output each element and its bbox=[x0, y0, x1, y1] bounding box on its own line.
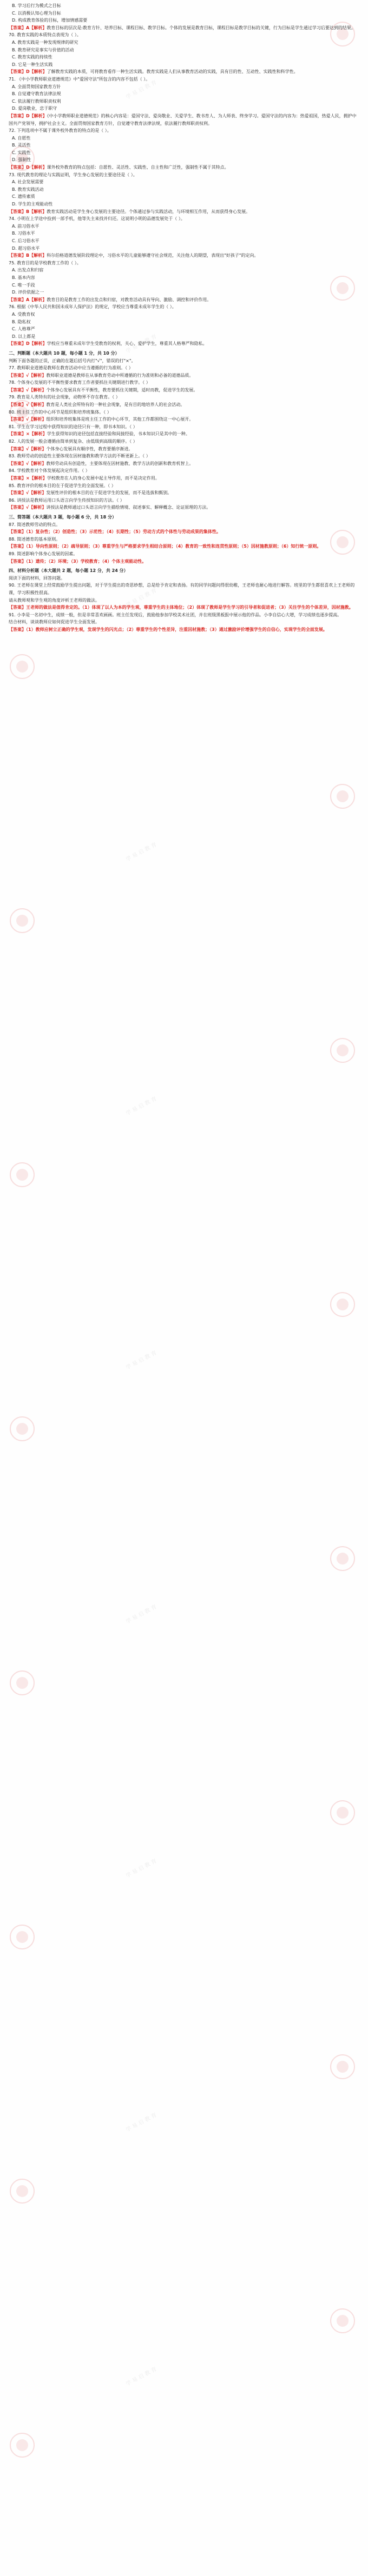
answer-option: D. 强制性 bbox=[12, 157, 31, 163]
watermark-seal-icon bbox=[330, 2308, 355, 2333]
answer-explanation: 【答案】D【解析】课外校外教育的特点包括：自愿性、灵活性、实践性、自主性和广泛性，强制性不属于其特点。 bbox=[9, 165, 229, 170]
answer-option: C. 教育实践的持续性 bbox=[12, 55, 52, 60]
answer-option: D. 以上都是 bbox=[12, 334, 36, 339]
answer-option: C. 遗传素质 bbox=[12, 194, 35, 199]
answer-option: D. 爱岗敬业，忠于职守 bbox=[12, 106, 57, 111]
document-body bbox=[9, 2, 359, 633]
answer-explanation bbox=[9, 543, 359, 550]
watermark-seal-icon bbox=[330, 1038, 355, 1063]
question-stem: 70. 教育实践的本质特点表现为（ ）。 bbox=[9, 32, 81, 38]
answer-tag: 【答案】× bbox=[9, 431, 30, 437]
answer-tag: 【答案】A bbox=[9, 25, 30, 30]
analysis-tag: 【解析】 bbox=[29, 69, 47, 75]
answer-explanation: 【答案】×【解析】学生获得知识的途径包括直接经验和间接经验，书本知识只是其中的一种。 bbox=[9, 431, 190, 437]
watermark-text: 学 易 启 教 育 bbox=[124, 1349, 158, 1372]
answer-option: A. 受教育权 bbox=[12, 311, 35, 317]
answer-tag: 【答案】D bbox=[9, 341, 30, 347]
answer-option: C. 以消极认知心理为目标 bbox=[12, 10, 61, 16]
watermark-seal-icon bbox=[10, 1925, 35, 1949]
watermark-text: 学 易 启 教 育 bbox=[124, 2112, 158, 2134]
answer-explanation bbox=[9, 558, 359, 565]
answer-explanation: 90. 王老师在课堂上经常鼓励学生提出问题，对于学生提出的奇思妙想，总是给予肯定和表扬。有的同学问题问得很幼稚，王老师也耐心地进行解答。班里的学生都很喜欢上王老师的课，学习积极性很高。 bbox=[9, 583, 355, 595]
section-heading: 三、简答题（本大题共 3 题，每小题 6 分，共 18 分） bbox=[9, 514, 116, 520]
question-stem: 判断下面各题的正误，正确的在题后括号内打"√"，错误的打"×"。 bbox=[9, 358, 136, 363]
answer-tag: 【答案】B bbox=[9, 209, 30, 214]
watermark-seal-icon bbox=[10, 908, 35, 933]
analysis-tag: 【解析】 bbox=[29, 113, 47, 118]
answer-option: A. 全面贯彻国家教育方针 bbox=[12, 84, 61, 89]
answer-option: D. 它是一种生活实践 bbox=[12, 62, 53, 67]
watermark-seal-icon bbox=[330, 2054, 355, 2079]
answer-option: B. 学习后行为模式之目标 bbox=[12, 3, 61, 8]
watermark-text: 学 易 启 教 育 bbox=[124, 587, 158, 609]
answer-option: C. 唯一手段 bbox=[12, 282, 35, 288]
question-stem: 结合材料，谈谈教师应如何促进学生全面发展。 bbox=[9, 620, 100, 625]
answer-option: B. 自觉遵守教育法律法规 bbox=[12, 91, 61, 97]
answer-tag: 【答案】A bbox=[9, 297, 30, 302]
answer-explanation bbox=[9, 626, 359, 634]
answer-option: D. 学生的主观能动性 bbox=[12, 202, 53, 207]
answer-tag: 【答案】（1）导向性原则；（2）疏导原则；（3）尊重学生与严格要求学生相结合原则；（4）教育的一致性和连贯性原则；（5）因材施教原则；（6）知行统一原则。 bbox=[9, 544, 321, 549]
answer-option: C. 依法履行教师职责权利 bbox=[12, 98, 61, 104]
answer-explanation: 【答案】√【解析】教师劳动具有创造性，主要体现在因材施教、教学方法的创新和教育机智上。 bbox=[9, 461, 194, 466]
watermark-text: 学 易 启 教 育 bbox=[124, 2366, 158, 2388]
watermark-seal-icon bbox=[10, 654, 35, 679]
question-stem: 78. 个体身心发展的不平衡性要求教育工作者要抓住关键期进行教学。（ ） bbox=[9, 380, 150, 385]
question-stem: 74. 小明在上学途中捡到一部手机，他等失主来找并归还。这说明小明的品德发展处于（ ）。 bbox=[9, 216, 185, 222]
answer-tag: 【答案】（1）教师应树立正确的学生观，发现学生的闪光点；（2）尊重学生的个性差异，注重因材施教；（3）通过激励评价增强学生的自信心，实现学生的全面发展。 bbox=[9, 627, 327, 632]
question-stem: 80. 班主任工作的中心环节是组织和培养班集体。（ ） bbox=[9, 409, 111, 415]
question-stem: 72. 下列选项中不属于课外校外教育的特点的是（ ）。 bbox=[9, 128, 111, 134]
answer-option: A. 出发点和归宿 bbox=[12, 268, 44, 273]
question-stem: 75. 教育目的是学校教育工作的（ ）。 bbox=[9, 260, 81, 265]
watermark-seal-icon bbox=[10, 1670, 35, 1695]
answer-option: D. 超习俗水平 bbox=[12, 245, 40, 251]
watermark-text: 学 易 启 教 育 bbox=[124, 841, 158, 863]
analysis-tag: 【解析】 bbox=[29, 387, 47, 392]
watermark-seal-icon bbox=[10, 2433, 35, 2458]
answer-option: B. 教育实践活动 bbox=[12, 187, 44, 192]
answer-tag: 【答案】B bbox=[9, 253, 30, 258]
answer-option: A. 教育实践是一种发现规律的研究 bbox=[12, 39, 78, 45]
answer-option: B. 教育研究是事实与价值的活动 bbox=[12, 47, 74, 52]
answer-tag: 【答案】√ bbox=[9, 446, 29, 451]
answer-option: A. 自愿性 bbox=[12, 135, 31, 141]
analysis-tag: 【解析】 bbox=[29, 476, 47, 481]
watermark-text: 学 易 启 教 育 bbox=[124, 1603, 158, 1626]
watermark-seal-icon bbox=[330, 1800, 355, 1825]
analysis-tag: 【解析】 bbox=[29, 372, 47, 378]
watermark-seal-icon bbox=[10, 1416, 35, 1441]
question-stem: 85. 教育评价的根本目的在于促进学生的全面发展。（ ） bbox=[9, 483, 116, 488]
analysis-tag: 【解析】 bbox=[29, 341, 47, 347]
answer-tag: 【答案】√ bbox=[9, 461, 29, 466]
analysis-tag: 【解析】 bbox=[29, 431, 47, 437]
answer-option: B. 灵活性 bbox=[12, 143, 31, 148]
question-stem: 82. 人的发展一般会遵循由简单到复杂、由低级到高级的顺序。（ ） bbox=[9, 439, 137, 444]
question-stem: 84. 学校教育对个体发展起决定作用。（ ） bbox=[9, 468, 90, 474]
answer-explanation: 【答案】√【解析】教育是人类社会所特有的一种社会现象，是有目的地培养人的社会活动。 bbox=[9, 402, 185, 408]
question-stem: 83. 教师劳动的创造性主要体现在因材施教和教学方法的不断更新上。（ ） bbox=[9, 454, 150, 459]
answer-explanation: 【答案】A【解析】教育目标的层次是:教育方针、培养目标、课程目标、教学目标。个体的发展是教育目标，课程目标是教学目标的关键，行为目标是学生通过学习后要达到的结果。 bbox=[9, 25, 356, 30]
answer-explanation: 【答案】√【解析】讲授法是教师通过口头语言向学生描绘情境、叙述事实、解释概念、论证原理的方法。 bbox=[9, 505, 211, 510]
analysis-tag: 【解析】 bbox=[29, 209, 47, 214]
question-stem: 89. 简述影响个体身心发展的因素。 bbox=[9, 551, 78, 556]
question-stem: 88. 简述德育的基本原则。 bbox=[9, 536, 61, 542]
answer-option: D. 构成教育体验的目标，增加情感需要 bbox=[12, 18, 88, 23]
answer-option: B. 隐私权 bbox=[12, 319, 31, 324]
answer-tag: 【答案】√ bbox=[9, 372, 29, 378]
answer-explanation bbox=[9, 604, 359, 611]
answer-tag: 【答案】D bbox=[9, 165, 30, 170]
answer-explanation: 【答案】D【解析】学校应当尊重未成年学生受教育的权利，关心、爱护学生，尊重其人格尊严和隐私。 bbox=[9, 341, 207, 347]
answer-explanation: 【答案】A【解析】教育目的是教育工作的出发点和归宿，对教育活动具有导向、激励、调控和评价作用。 bbox=[9, 297, 212, 302]
answer-option: B. 习俗水平 bbox=[12, 231, 35, 236]
watermark-text: 学 易 启 教 育 bbox=[124, 1858, 158, 1880]
answer-option: D. 评价依据之一 bbox=[12, 290, 44, 295]
answer-option: A. 社会发展需要 bbox=[12, 179, 44, 185]
watermark-text: 学 易 启 教 育 bbox=[124, 1095, 158, 1117]
question-stem: 76. 根据《中华人民共和国未成年人保护法》的规定，学校应当尊重未成年学生的（ ）。 bbox=[9, 304, 176, 310]
question-stem: 79. 教育是人类特有的社会现象，动物界不存在教育。（ ） bbox=[9, 395, 120, 400]
answer-option: A. 前习俗水平 bbox=[12, 223, 40, 229]
question-stem: 71. 《中小学教师职业道德规范》中"爱国守法"所包含的内容不包括（ ）。 bbox=[9, 76, 150, 82]
analysis-tag: 【解析】 bbox=[29, 297, 47, 302]
watermark-seal-icon bbox=[330, 784, 355, 809]
answer-explanation: 91. 小李是一名初中生，成绩一般，但是非常喜欢画画。班主任发现后，鼓励他参加学校美术社团，并在班级黑板报中展示他的作品。小李自信心大增，学习成绩也逐步提高。 bbox=[9, 612, 342, 617]
question-stem: 77. 教师职业道德是教师在教育活动中应当遵循的行为准则。（ ） bbox=[9, 365, 133, 371]
answer-explanation: 【答案】√【解析】组织和培养班集体是班主任工作的中心环节，其他工作都围绕这一中心展开。 bbox=[9, 417, 194, 422]
answer-tag: 【答案】D bbox=[9, 113, 30, 118]
question-stem: 阅读下面的材料，回答问题。 bbox=[9, 575, 65, 581]
analysis-tag: 【解析】 bbox=[29, 417, 47, 422]
answer-option: B. 基本内容 bbox=[12, 275, 35, 280]
analysis-tag: 【解析】 bbox=[29, 253, 47, 258]
answer-tag: 【答案】王老师的做法是值得肯定的。（1）体现了以人为本的学生观，尊重学生的主体地位；（2）体现了教师是学生学习的引导者和促进者；（3）关注学生的个体差异，因材施教。 bbox=[9, 605, 353, 610]
analysis-tag: 【解析】 bbox=[29, 461, 47, 466]
answer-tag: 【答案】√ bbox=[9, 387, 29, 392]
answer-tag: 【答案】D bbox=[9, 69, 30, 75]
watermark-seal-icon bbox=[10, 2179, 35, 2204]
answer-explanation bbox=[9, 528, 359, 536]
section-heading: 二、判断题（本大题共 10 题，每小题 1 分，共 10 分） bbox=[9, 350, 120, 356]
analysis-tag: 【解析】 bbox=[29, 446, 47, 451]
answer-tag: 【答案】× bbox=[9, 476, 30, 481]
watermark-text: 学 易 启 教 育 bbox=[124, 79, 158, 101]
answer-tag: 【答案】√ bbox=[9, 402, 29, 408]
answer-explanation: 【答案】×【解析】学校教育在人的身心发展中起主导作用，而不是决定作用。 bbox=[9, 476, 160, 481]
section-heading: 四、材料分析题（本大题共 2 题，每小题 12 分，共 24 分） bbox=[9, 568, 128, 574]
watermark-text: 学 易 启 教 育 bbox=[124, 333, 158, 355]
answer-option: C. 后习俗水平 bbox=[12, 238, 40, 243]
watermark-seal-icon bbox=[10, 1162, 35, 1187]
watermark-seal-icon bbox=[330, 1546, 355, 1571]
answer-explanation: 【答案】√【解析】个体身心发展具有顺序性，教育要循序渐进。 bbox=[9, 446, 133, 451]
answer-tag: 【答案】√ bbox=[9, 505, 29, 510]
answer-explanation: 【答案】D【解析】《中小学教师职业道德规范》的核心内容是：爱国守法、爱岗敬业、关爱学生、教书育人、为人师表、终身学习。爱国守法的内容为：热爱祖国，热爱人民，拥护中国共产党领导，拥护社会主义。全面贯彻国家教育方针，自觉遵守教育法律法规，依法履行教师职责权利。 bbox=[9, 113, 357, 126]
answer-option: C. 人格尊严 bbox=[12, 327, 35, 332]
answer-explanation: 【答案】√【解析】发展性评价的根本目的在于促进学生的发展，而不是选拔和甄别。 bbox=[9, 490, 172, 496]
analysis-tag: 【解析】 bbox=[29, 490, 47, 496]
answer-explanation: 【答案】B【解析】教育实践活动是学生身心发展的主要途径。个体通过参与实践活动，与环境相互作用，从而获得身心发展。 bbox=[9, 209, 251, 214]
answer-option: C. 实践性 bbox=[12, 150, 31, 155]
question-stem: 请从教师观和学生观的角度评析王老师的做法。 bbox=[9, 597, 100, 603]
analysis-tag: 【解析】 bbox=[29, 165, 47, 170]
analysis-tag: 【解析】 bbox=[29, 505, 47, 510]
answer-tag: 【答案】√ bbox=[9, 490, 29, 496]
answer-explanation: 【答案】B【解析】科尔伯格道德发展阶段理论中，习俗水平的儿童能够遵守社会规范，关注他人的期望，表现出"好孩子"的定向。 bbox=[9, 253, 259, 258]
question-stem: 87. 简述教师劳动的特点。 bbox=[9, 522, 61, 527]
question-stem: 81. 学生在学习过程中获得知识的途径只有一种，即书本知识。（ ） bbox=[9, 424, 137, 429]
answer-tag: 【答案】√ bbox=[9, 417, 29, 422]
answer-explanation: 【答案】√【解析】教师职业道德是教师在从事教育劳动中所遵循的行为准则和必备的道德品质。 bbox=[9, 372, 194, 378]
watermark-seal-icon bbox=[330, 1292, 355, 1317]
answer-tag: 【答案】（1）遗传；（2）环境；（3）学校教育；（4）个体主观能动性。 bbox=[9, 558, 147, 564]
question-stem: 86. 讲授法是教师运用口头语言向学生传授知识的方法。（ ） bbox=[9, 497, 124, 503]
analysis-tag: 【解析】 bbox=[29, 402, 47, 408]
answer-tag: 【答案】（1）复杂性；（2）创造性；（3）示范性；（4）长期性；（5）劳动方式的个体性与劳动成果的集体性。 bbox=[9, 529, 221, 535]
question-stem: 73. 现代教育的理论与实践证明，学生身心发展的主要途径是（ ）。 bbox=[9, 172, 137, 177]
answer-explanation: 【答案】√【解析】个体身心发展具有不平衡性，教育要抓住关键期，适时而教，促进学生的发展。 bbox=[9, 387, 198, 392]
analysis-tag: 【解析】 bbox=[29, 25, 47, 30]
answer-explanation: 【答案】D【解析】了解教育实践的本质，可将教育看作一种生活实践。教育实践是人们从事教育活动的实践，具有目的性、互动性、实践性和科学性。 bbox=[9, 69, 298, 75]
